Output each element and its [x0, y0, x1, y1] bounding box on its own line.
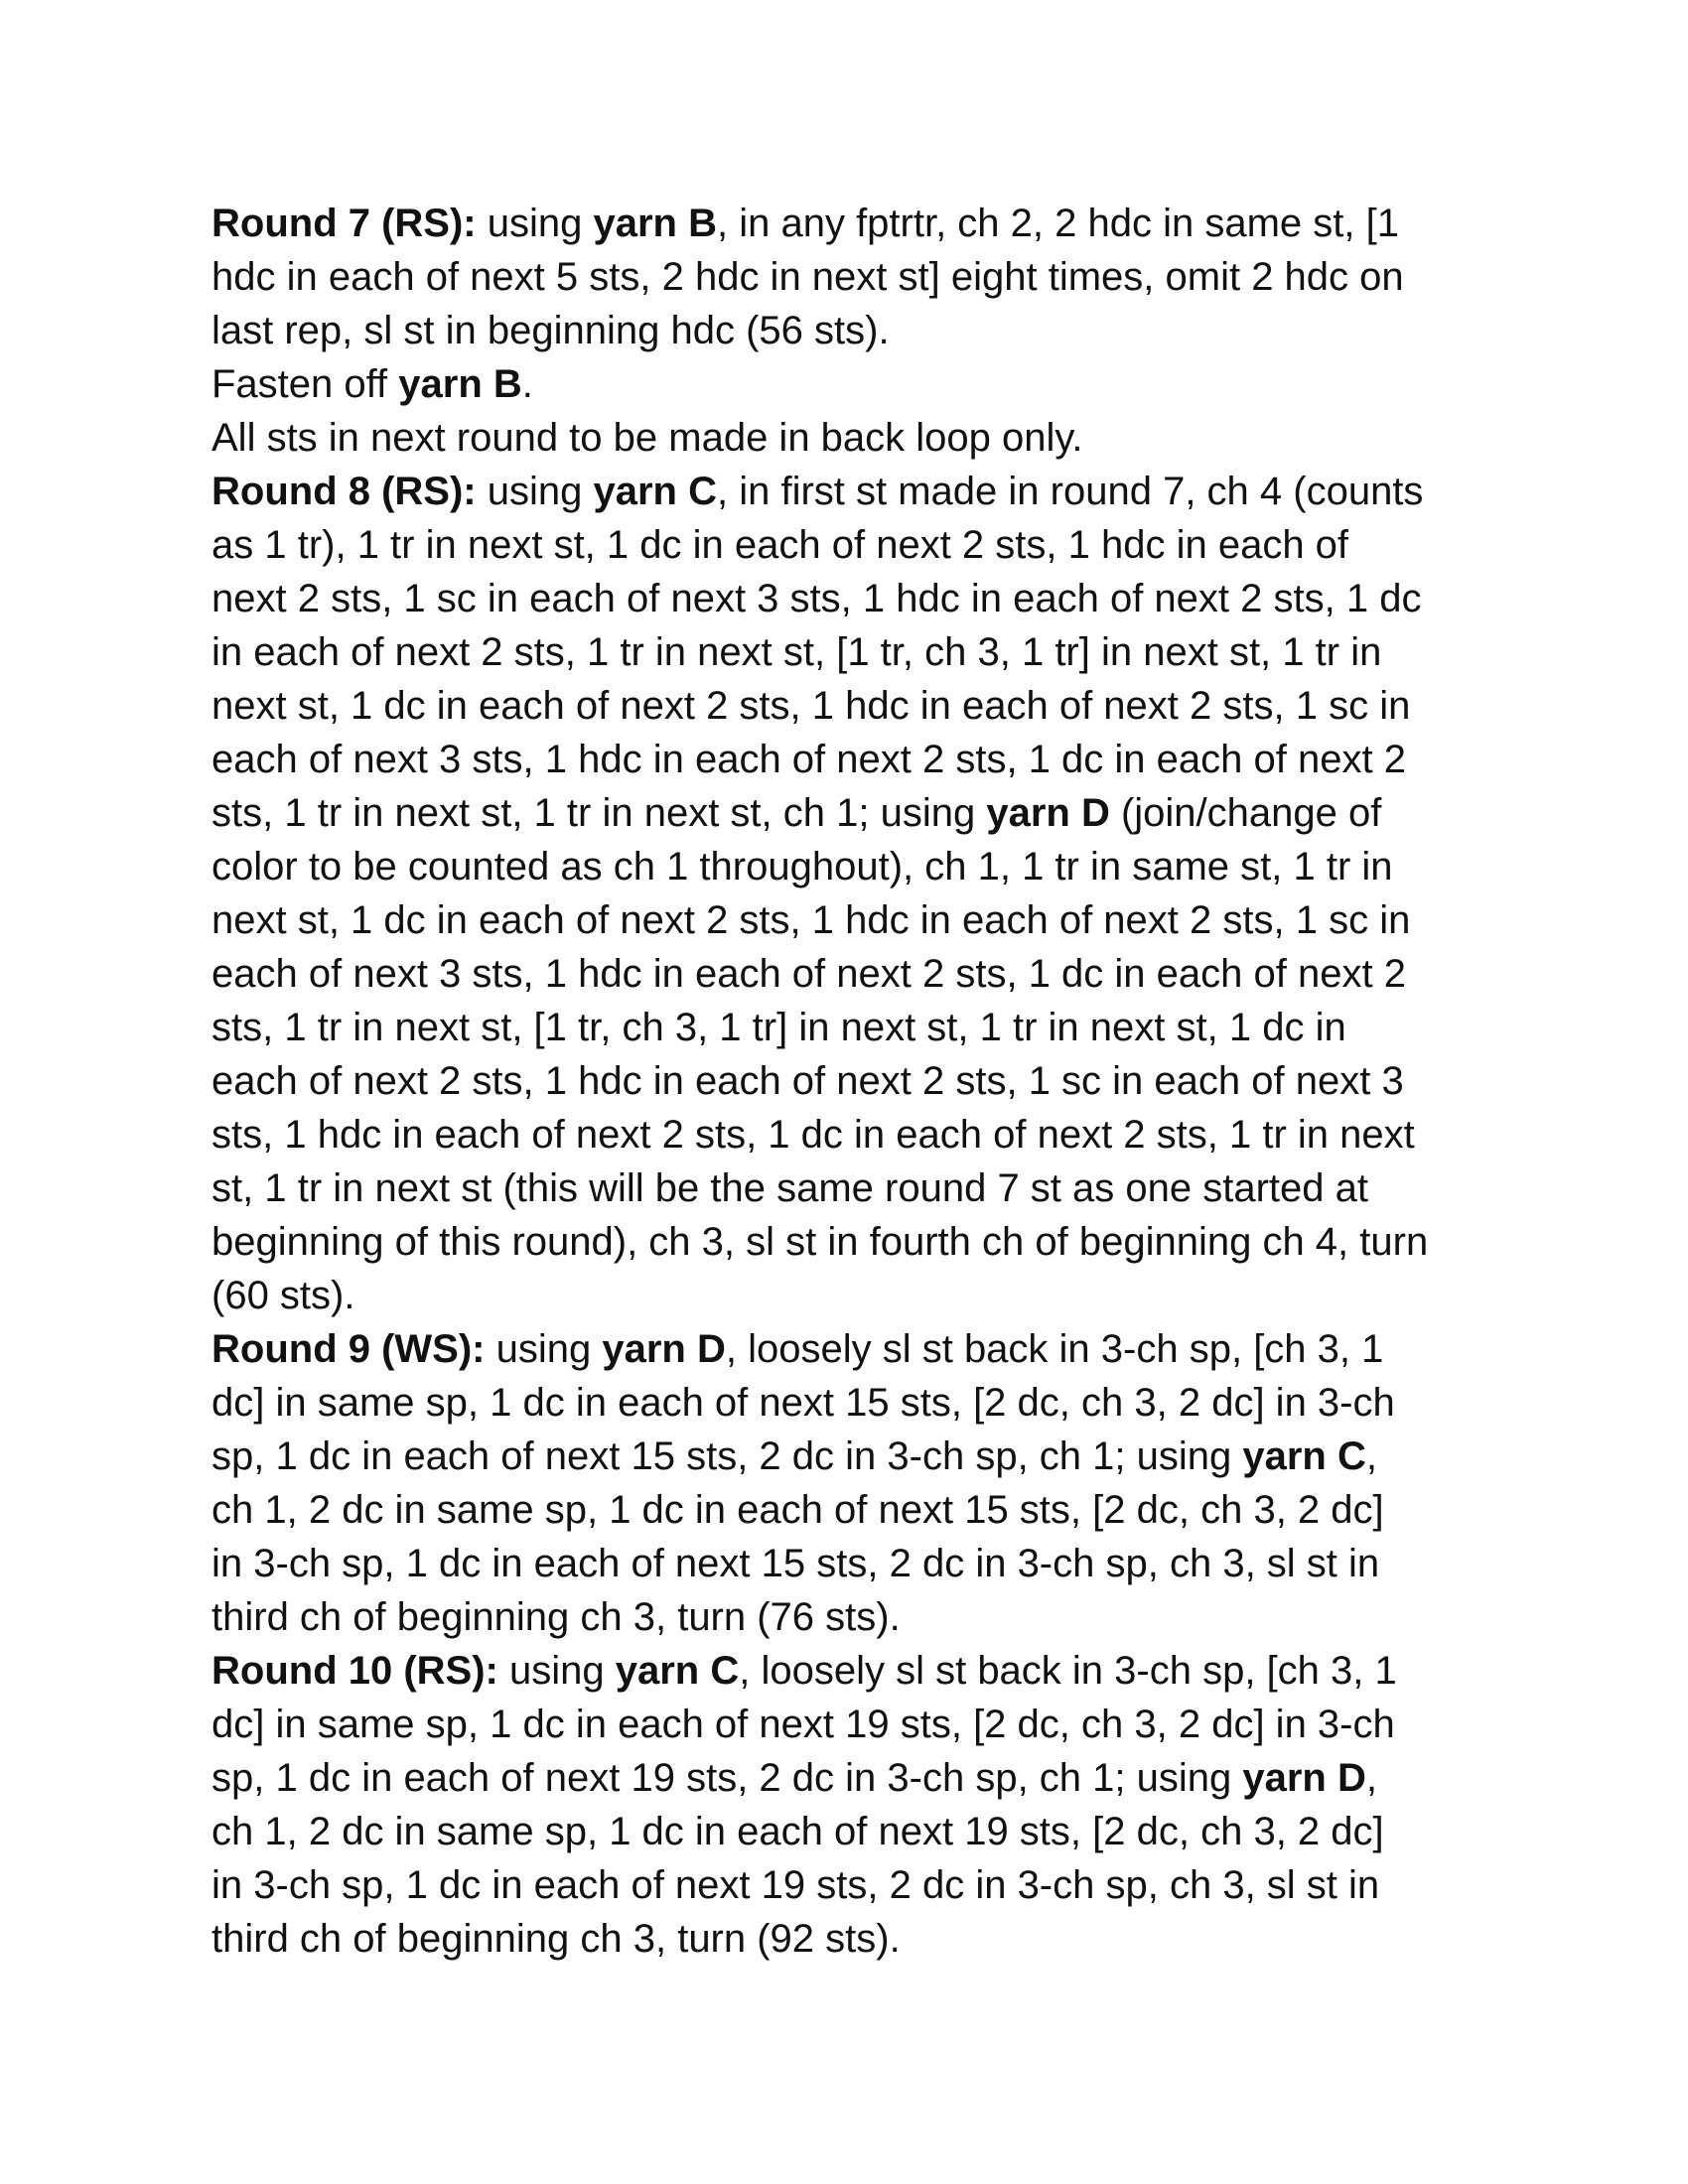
round-8-line-13: sts, 1 hdc in each of next 2 sts, 1 dc in each of next 2 sts, 1 tr in next: [211, 1113, 1415, 1157]
round-8-line-5: next st, 1 dc in each of next 2 sts, 1 hdc in each of next 2 sts, 1 sc in: [211, 684, 1411, 728]
round-8-line-15: beginning of this round), ch 3, sl st in fourth ch of beginning ch 4, turn: [211, 1220, 1429, 1264]
round-8-line-14: st, 1 tr in next st (this will be the same round 7 st as one started at: [211, 1166, 1368, 1210]
round-8-line-11: sts, 1 tr in next st, [1 tr, ch 3, 1 tr] in next st, 1 tr in next st, 1 dc in: [211, 1006, 1346, 1049]
pattern-document: [211, 197, 1502, 1966]
yarn-label: yarn C: [1242, 1434, 1366, 1478]
round-10-line-2: dc] in same sp, 1 dc in each of next 19 sts, [2 dc, ch 3, 2 dc] in 3-ch: [211, 1703, 1395, 1746]
round-7-heading: Round 7 (RS):: [211, 202, 477, 245]
round-10-line-3: sp, 1 dc in each of next 19 sts, 2 dc in 3-ch sp, ch 1; using yarn D,: [211, 1756, 1377, 1800]
round-8-line-10: each of next 3 sts, 1 hdc in each of next 2 sts, 1 dc in each of next 2: [211, 952, 1406, 996]
round-9-line-3: sp, 1 dc in each of next 15 sts, 2 dc in 3-ch sp, ch 1; using yarn C,: [211, 1434, 1377, 1478]
round-9-line-4: ch 1, 2 dc in same sp, 1 dc in each of next 15 sts, [2 dc, ch 3, 2 dc]: [211, 1488, 1384, 1532]
round-7-line-2: hdc in each of next 5 sts, 2 hdc in next st] eight times, omit 2 hdc on: [211, 255, 1404, 299]
round-7-line-1: Round 7 (RS): using yarn B, in any fptrtr, ch 2, 2 hdc in same st, [1: [211, 202, 1399, 245]
round-8-line-7: sts, 1 tr in next st, 1 tr in next st, ch 1; using yarn D (join/change of: [211, 791, 1382, 835]
round-9-line-6: third ch of beginning ch 3, turn (76 sts).: [211, 1595, 901, 1639]
round-9-line-5: in 3-ch sp, 1 dc in each of next 15 sts, 2 dc in 3-ch sp, ch 3, sl st in: [211, 1542, 1380, 1585]
round-9-line-1: Round 9 (WS): using yarn D, loosely sl st back in 3-ch sp, [ch 3, 1: [211, 1327, 1384, 1371]
round-10-heading: Round 10 (RS):: [211, 1649, 498, 1693]
round-8-line-4: in each of next 2 sts, 1 tr in next st, [1 tr, ch 3, 1 tr] in next st, 1 tr in: [211, 630, 1382, 674]
round-8-line-16: (60 sts).: [211, 1274, 355, 1317]
round-8-line-3: next 2 sts, 1 sc in each of next 3 sts, 1 hdc in each of next 2 sts, 1 dc: [211, 577, 1422, 620]
yarn-label: yarn C: [615, 1649, 740, 1693]
round-8-line-9: next st, 1 dc in each of next 2 sts, 1 hdc in each of next 2 sts, 1 sc in: [211, 898, 1411, 942]
yarn-label: yarn D: [602, 1327, 726, 1371]
round-10-line-4: ch 1, 2 dc in same sp, 1 dc in each of next 19 sts, [2 dc, ch 3, 2 dc]: [211, 1810, 1384, 1853]
round-10-line-1: Round 10 (RS): using yarn C, loosely sl st back in 3-ch sp, [ch 3, 1: [211, 1649, 1397, 1693]
round-8-line-8: color to be counted as ch 1 throughout), ch 1, 1 tr in same st, 1 tr in: [211, 845, 1393, 888]
yarn-label: yarn D: [1242, 1756, 1366, 1800]
round-7-line-3: last rep, sl st in beginning hdc (56 sts).: [211, 309, 890, 352]
back-loop-note: All sts in next round to be made in back loop only.: [211, 416, 1083, 460]
round-8-line-2: as 1 tr), 1 tr in next st, 1 dc in each of next 2 sts, 1 hdc in each of: [211, 523, 1349, 567]
round-8-line-1: Round 8 (RS): using yarn C, in first st made in round 7, ch 4 (counts: [211, 470, 1424, 513]
round-10-line-6: third ch of beginning ch 3, turn (92 sts).: [211, 1917, 901, 1961]
fasten-off-line: Fasten off yarn B.: [211, 362, 533, 406]
round-8-heading: Round 8 (RS):: [211, 470, 477, 513]
yarn-label: yarn B: [593, 202, 717, 245]
round-8-line-12: each of next 2 sts, 1 hdc in each of next 2 sts, 1 sc in each of next 3: [211, 1059, 1404, 1103]
round-10-line-5: in 3-ch sp, 1 dc in each of next 19 sts, 2 dc in 3-ch sp, ch 3, sl st in: [211, 1863, 1380, 1907]
round-9-line-2: dc] in same sp, 1 dc in each of next 15 sts, [2 dc, ch 3, 2 dc] in 3-ch: [211, 1381, 1395, 1425]
round-8-line-6: each of next 3 sts, 1 hdc in each of next 2 sts, 1 dc in each of next 2: [211, 738, 1406, 781]
yarn-label: yarn C: [593, 470, 717, 513]
round-9-heading: Round 9 (WS):: [211, 1327, 486, 1371]
yarn-label: yarn D: [986, 791, 1110, 835]
yarn-label: yarn B: [398, 362, 522, 406]
